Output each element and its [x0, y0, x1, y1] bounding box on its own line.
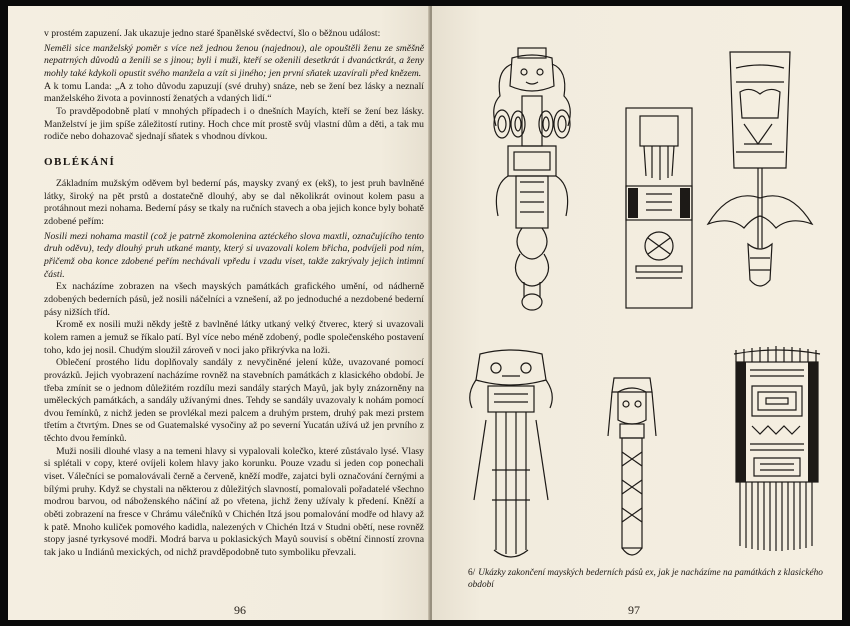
paragraph: Muži nosili dlouhé vlasy a na temeni hlavy si vypalovali kolečko, které zůstávalo lysé. Vlasy si splétali v copy, které ovíjeli kolem hlavy jako korunku. Pouze vzadu si jeden cop ponechali viset. Válečníci se pomalovávali černě a červeně, kněží modře, zajatci byli označování černými a bílými pruhy. Když se chystali na některou z důležitých slavností, pomalovali pořadatelé všechno modrou barvou, od náboženského náčiní až po vřetena, jichž ženy užívaly k předení. Kněží a oběti zobrazení na fresce v Chrámu válečníků v Chichén Itzá jsou pomalování modře od hlavy až k patě. Mnoho kuliček pomového kadidla, nalezených v Chichén Itzá v Studni obětí, nese rovněž stopy jasné tyrkysové modři. Modrá barva u poklasických Mayů souvisí s obětní činností zrovna tak jako u Indiánů mexických, od nichž pravděpodobně tuto symboliku převzali.: [44, 445, 424, 559]
paragraph: To pravděpodobně platí v mnohých případech i o dnešních Mayích, kteří se žení bez lásky. Manželství je jim spíše záležitostí rutiny. Hoch chce mít prostě svůj vlastní dům a děti, a tak mu rodiče nebo dohazovač sjednají sňatek s vhodnou dívkou.: [44, 105, 424, 143]
right-page: [432, 6, 842, 620]
paragraph: Oblečení prostého lidu doplňovaly sandály z nevyčiněné jelení kůže, uvazované pomocí provázků. Jejich vyobrazení nacházíme rovněž na stavebních památkách z klasického období. Je třeba zmínit se o jednom důležitém rozdílu mezi sandály starých Mayů, jak byly znázorněny na uměleckých památkách, a sandály užívanými dnes. Tehdy se sandály uvazovaly k nohám pomocí dvou řemínků, z nichž jeden se provlékal mezi palcem a druhým prstem, druhý pak mezi prstem třetím a čtvrtým. Dnes se od Guatemalské vysočiny až po severní Yucatán užívá už jen prvního z těchto dvou řemínků.: [44, 357, 424, 445]
loincloth-illustration-4: [466, 350, 556, 570]
paragraph: Nosili mezi nohama mastil (což je patrně zkomolenina aztéckého slova maxtli, označujícího tento druh oděvu), tedy dlouhý pruh utkané manty, který si uvazovali kolem břicha, podvíjeli pod ním, přičemž oba konce zdobené peřím nechávali vpředu i vzadu viset, takže zakrývaly jejich intimní části.: [44, 230, 424, 280]
figure-number: 6/: [468, 568, 476, 578]
section-heading: OBLÉKÁNÍ: [44, 156, 116, 168]
paragraph: Ex nacházíme zobrazen na všech mayských památkách grafického umění, od nádherně zdobených bederních pásů, jež nosili náčelníci a vznešení, až po jednoduché a nezdobené bederní pásy nižších tříd.: [44, 281, 424, 318]
paragraph: A k tomu Landa: „A z toho důvodu zapuzují (své druhy) snáze, neb se žení bez lásky a neznalí manželského života a povinností ženatých a vdaných lidí.“: [44, 80, 424, 105]
paragraph: Základním mužským oděvem byl bederní pás, maysky zvaný ex (ekš), to jest pruh bavlněné látky, široký na pět prstů a dostatečně dlouhý, aby se dal několikrát ovinout kolem pasu a protáhnout mezi nohama. Bederní pásy se tkaly na ručních stavech a oba jejich konce byly bohatě zdobené peřím:: [44, 178, 424, 227]
loincloth-illustration-1: [482, 46, 582, 316]
left-page: [8, 6, 430, 620]
page-number-right: 97: [628, 603, 640, 617]
paragraph: v prostém zapuzení. Jak ukazuje jedno staré španělské svědectví, šlo o běžnou událost:: [44, 28, 381, 39]
page-number-left: 96: [234, 603, 246, 617]
loincloth-illustration-2: [622, 106, 697, 316]
text-block-bottom: [44, 178, 424, 560]
paragraph: Nemēli sice manželský poměr s více než jednou ženou (najednou), ale opouštěli ženu ze směšně nepatrných důvodů a ženili se s jinou; byli i muži, kteří se oženili desetkrát i dvanáctkrát, a ženy mohly také kdykoli opustit svého manžela a vzít si jiného; jen první sňatek uzavírali před knězem.: [44, 42, 424, 79]
text-block-top: [44, 28, 424, 144]
loincloth-illustration-6: [730, 346, 824, 556]
figure-caption: [468, 567, 828, 591]
loincloth-illustration-5: [600, 376, 664, 566]
paragraph: Kromě ex nosili muži někdy ještě z bavlněné látky utkaný velký čtverec, který si uvazovali kolem ramen a jemuž se říkalo patí. Byl více nebo méně zdobený, podle společenského postavení toho, kdo jej nosil. Chudým sloužil zároveň v noci jako přikrývka na loži.: [44, 319, 424, 356]
caption-text: Ukázky zakončení mayských bederních pásů ex, jak je nacházíme na památkách z klasického období: [468, 568, 823, 590]
loincloth-illustration-3: [700, 48, 820, 298]
